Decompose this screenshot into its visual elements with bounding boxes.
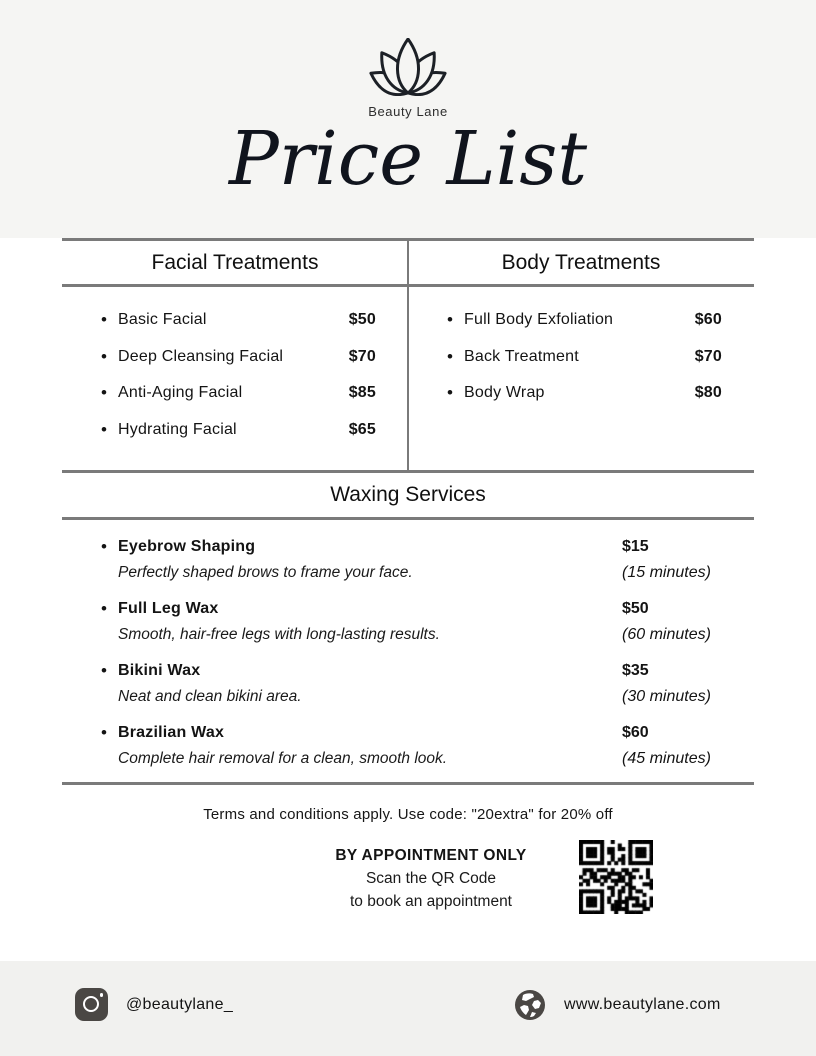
qr-code[interactable] [579, 840, 653, 914]
item-price: $50 [348, 311, 376, 329]
list-item [62, 412, 408, 449]
body-treatments-list [408, 287, 754, 470]
divider [62, 782, 754, 785]
list-item [408, 375, 754, 412]
item-price: $35 [622, 662, 649, 679]
waxing-services-section [62, 473, 754, 785]
item-duration: (45 minutes) [622, 750, 711, 767]
item-price: $50 [622, 600, 649, 617]
item-name: • Deep Cleansing Facial [118, 347, 284, 365]
body-treatments-title: Body Treatments [501, 250, 661, 274]
column-divider [407, 238, 409, 470]
item-description: Perfectly shaped brows to frame your face. [118, 564, 413, 581]
list-item [408, 339, 754, 376]
item-name: • Anti-Aging Facial [118, 384, 243, 402]
item-price: $60 [622, 724, 649, 741]
item-duration: (60 minutes) [622, 626, 711, 643]
item-price: $70 [348, 347, 376, 365]
brand-name: Beauty Lane [368, 104, 448, 119]
lotus-logo-icon [364, 38, 452, 96]
item-description: Neat and clean bikini area. [118, 688, 302, 705]
item-price: $65 [348, 420, 376, 438]
item-price: $85 [348, 384, 376, 402]
appointment-heading: BY APPOINTMENT ONLY [335, 847, 527, 864]
waxing-services-list [62, 520, 754, 772]
page-title: Price List [228, 116, 588, 202]
item-name: • Brazilian Wax [118, 724, 225, 741]
facial-treatments-title: Facial Treatments [151, 250, 319, 274]
list-item [408, 302, 754, 339]
website-url: www.beautylane.com [564, 996, 721, 1013]
item-price: $80 [694, 384, 722, 402]
list-item [62, 596, 754, 648]
item-price: $70 [694, 347, 722, 365]
appointment-line: Scan the QR Code [365, 870, 497, 887]
item-name: • Full Leg Wax [118, 600, 219, 617]
item-name: • Back Treatment [464, 347, 579, 365]
item-name: • Basic Facial [118, 311, 207, 329]
item-duration: (30 minutes) [622, 688, 711, 705]
item-price: $60 [694, 311, 722, 329]
waxing-services-title: Waxing Services [330, 483, 486, 506]
appointment-line: to book an appointment [349, 893, 512, 910]
item-name: • Body Wrap [464, 384, 545, 402]
list-item [62, 302, 408, 339]
footer [0, 961, 816, 1056]
terms-text: Terms and conditions apply. Use code: "20extra" for 20% off [203, 806, 613, 823]
appointment-section [62, 840, 754, 940]
item-description: Smooth, hair-free legs with long-lasting results. [118, 626, 440, 643]
item-price: $15 [622, 538, 649, 555]
website-link[interactable] [514, 989, 721, 1021]
treatments-tables [62, 238, 754, 473]
content [62, 238, 754, 940]
item-name: • Bikini Wax [118, 662, 201, 679]
header [0, 0, 816, 238]
list-item [62, 720, 754, 772]
instagram-icon [75, 988, 108, 1021]
list-item [62, 339, 408, 376]
item-duration: (15 minutes) [622, 564, 711, 581]
item-name: • Hydrating Facial [118, 420, 237, 438]
globe-icon [514, 989, 546, 1021]
list-item [62, 658, 754, 710]
instagram-handle: @beautylane_ [126, 995, 234, 1013]
item-name: • Full Body Exfoliation [464, 311, 614, 329]
list-item [62, 375, 408, 412]
item-description: Complete hair removal for a clean, smooth look. [118, 750, 448, 767]
facial-treatments-list [62, 287, 408, 470]
item-name: • Eyebrow Shaping [118, 538, 256, 555]
instagram-link[interactable] [75, 988, 233, 1021]
list-item [62, 534, 754, 586]
